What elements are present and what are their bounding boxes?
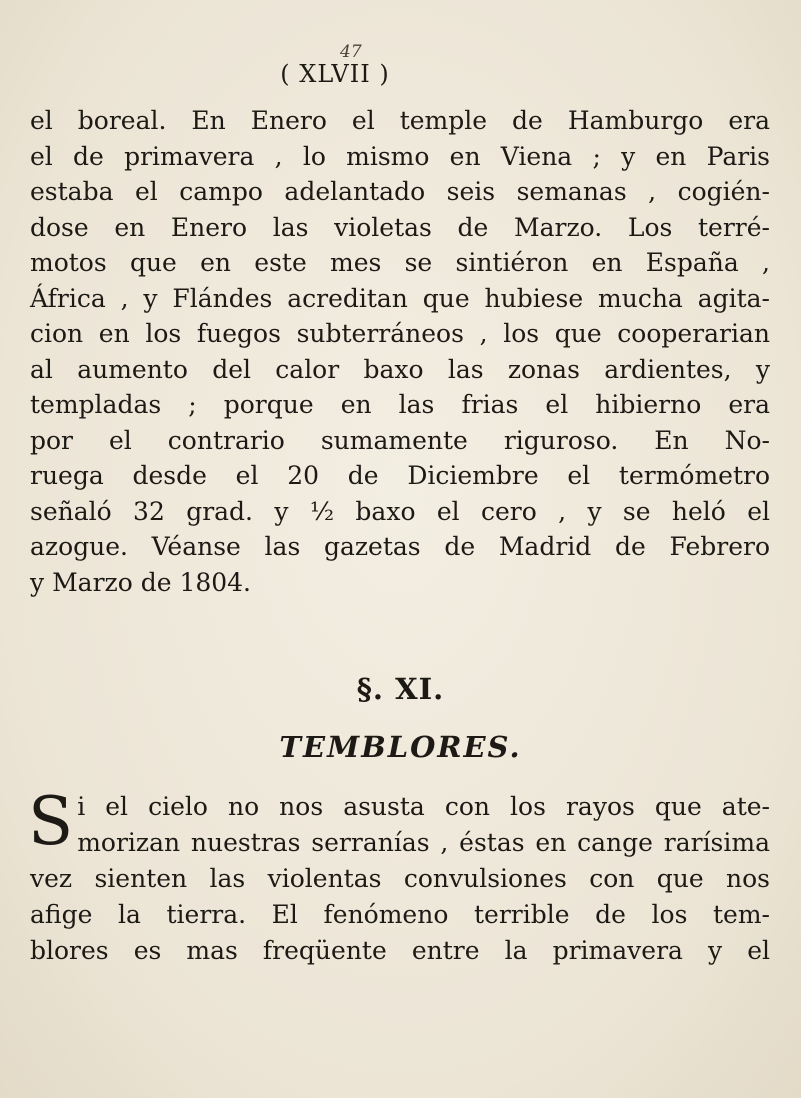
text-line: cion en los fuegos subterráneos , los que cooperarian	[30, 319, 770, 348]
text-line: motos que en este mes se sintiéron en España ,	[30, 248, 770, 277]
text-line: vez sienten las violentas convulsiones con que nos	[30, 864, 770, 893]
text-line: ruega desde el 20 de Diciembre el termómetro	[30, 461, 770, 490]
running-head: ( XLVII )	[280, 60, 390, 88]
text-line: el boreal. En Enero el temple de Hamburgo era	[30, 106, 770, 135]
folio-mark: 47	[340, 42, 362, 62]
text-line: i el cielo no nos asusta con los rayos que ate-	[77, 792, 770, 821]
text-line: azogue. Véanse las gazetas de Madrid de Febrero	[30, 532, 770, 561]
section-number: §. XI.	[356, 672, 445, 706]
text-line: blores es mas freqüente entre la primavera y el	[30, 936, 770, 965]
text-line: por el contrario sumamente riguroso. En No-	[30, 425, 770, 455]
text-line: afige la tierra. El fenómeno terrible de los tem-	[30, 900, 770, 929]
text-line: el de primavera , lo mismo en Viena ; y en Paris	[30, 141, 770, 171]
text-line: dose en Enero las violetas de Marzo. Los terré-	[30, 212, 770, 242]
paragraph-earthquakes	[28, 783, 770, 969]
drop-cap: S	[28, 783, 74, 860]
text-line: África , y Flándes acreditan que hubiese mucha agita-	[30, 283, 770, 313]
paragraph-weather	[30, 103, 770, 600]
section-title: TEMBLORES.	[279, 730, 522, 764]
text-line: morizan nuestras serranías , éstas en cange rarísima	[77, 828, 770, 857]
text-line: al aumento del calor baxo las zonas ardientes, y	[30, 354, 770, 384]
text-line: y Marzo de 1804.	[30, 567, 252, 597]
text-line: templadas ; porque en las frias el hibierno era	[30, 390, 770, 419]
text-line: estaba el campo adelantado seis semanas , cogién-	[30, 177, 770, 206]
text-line: señaló 32 grad. y ½ baxo el cero , y se heló el	[30, 496, 770, 526]
